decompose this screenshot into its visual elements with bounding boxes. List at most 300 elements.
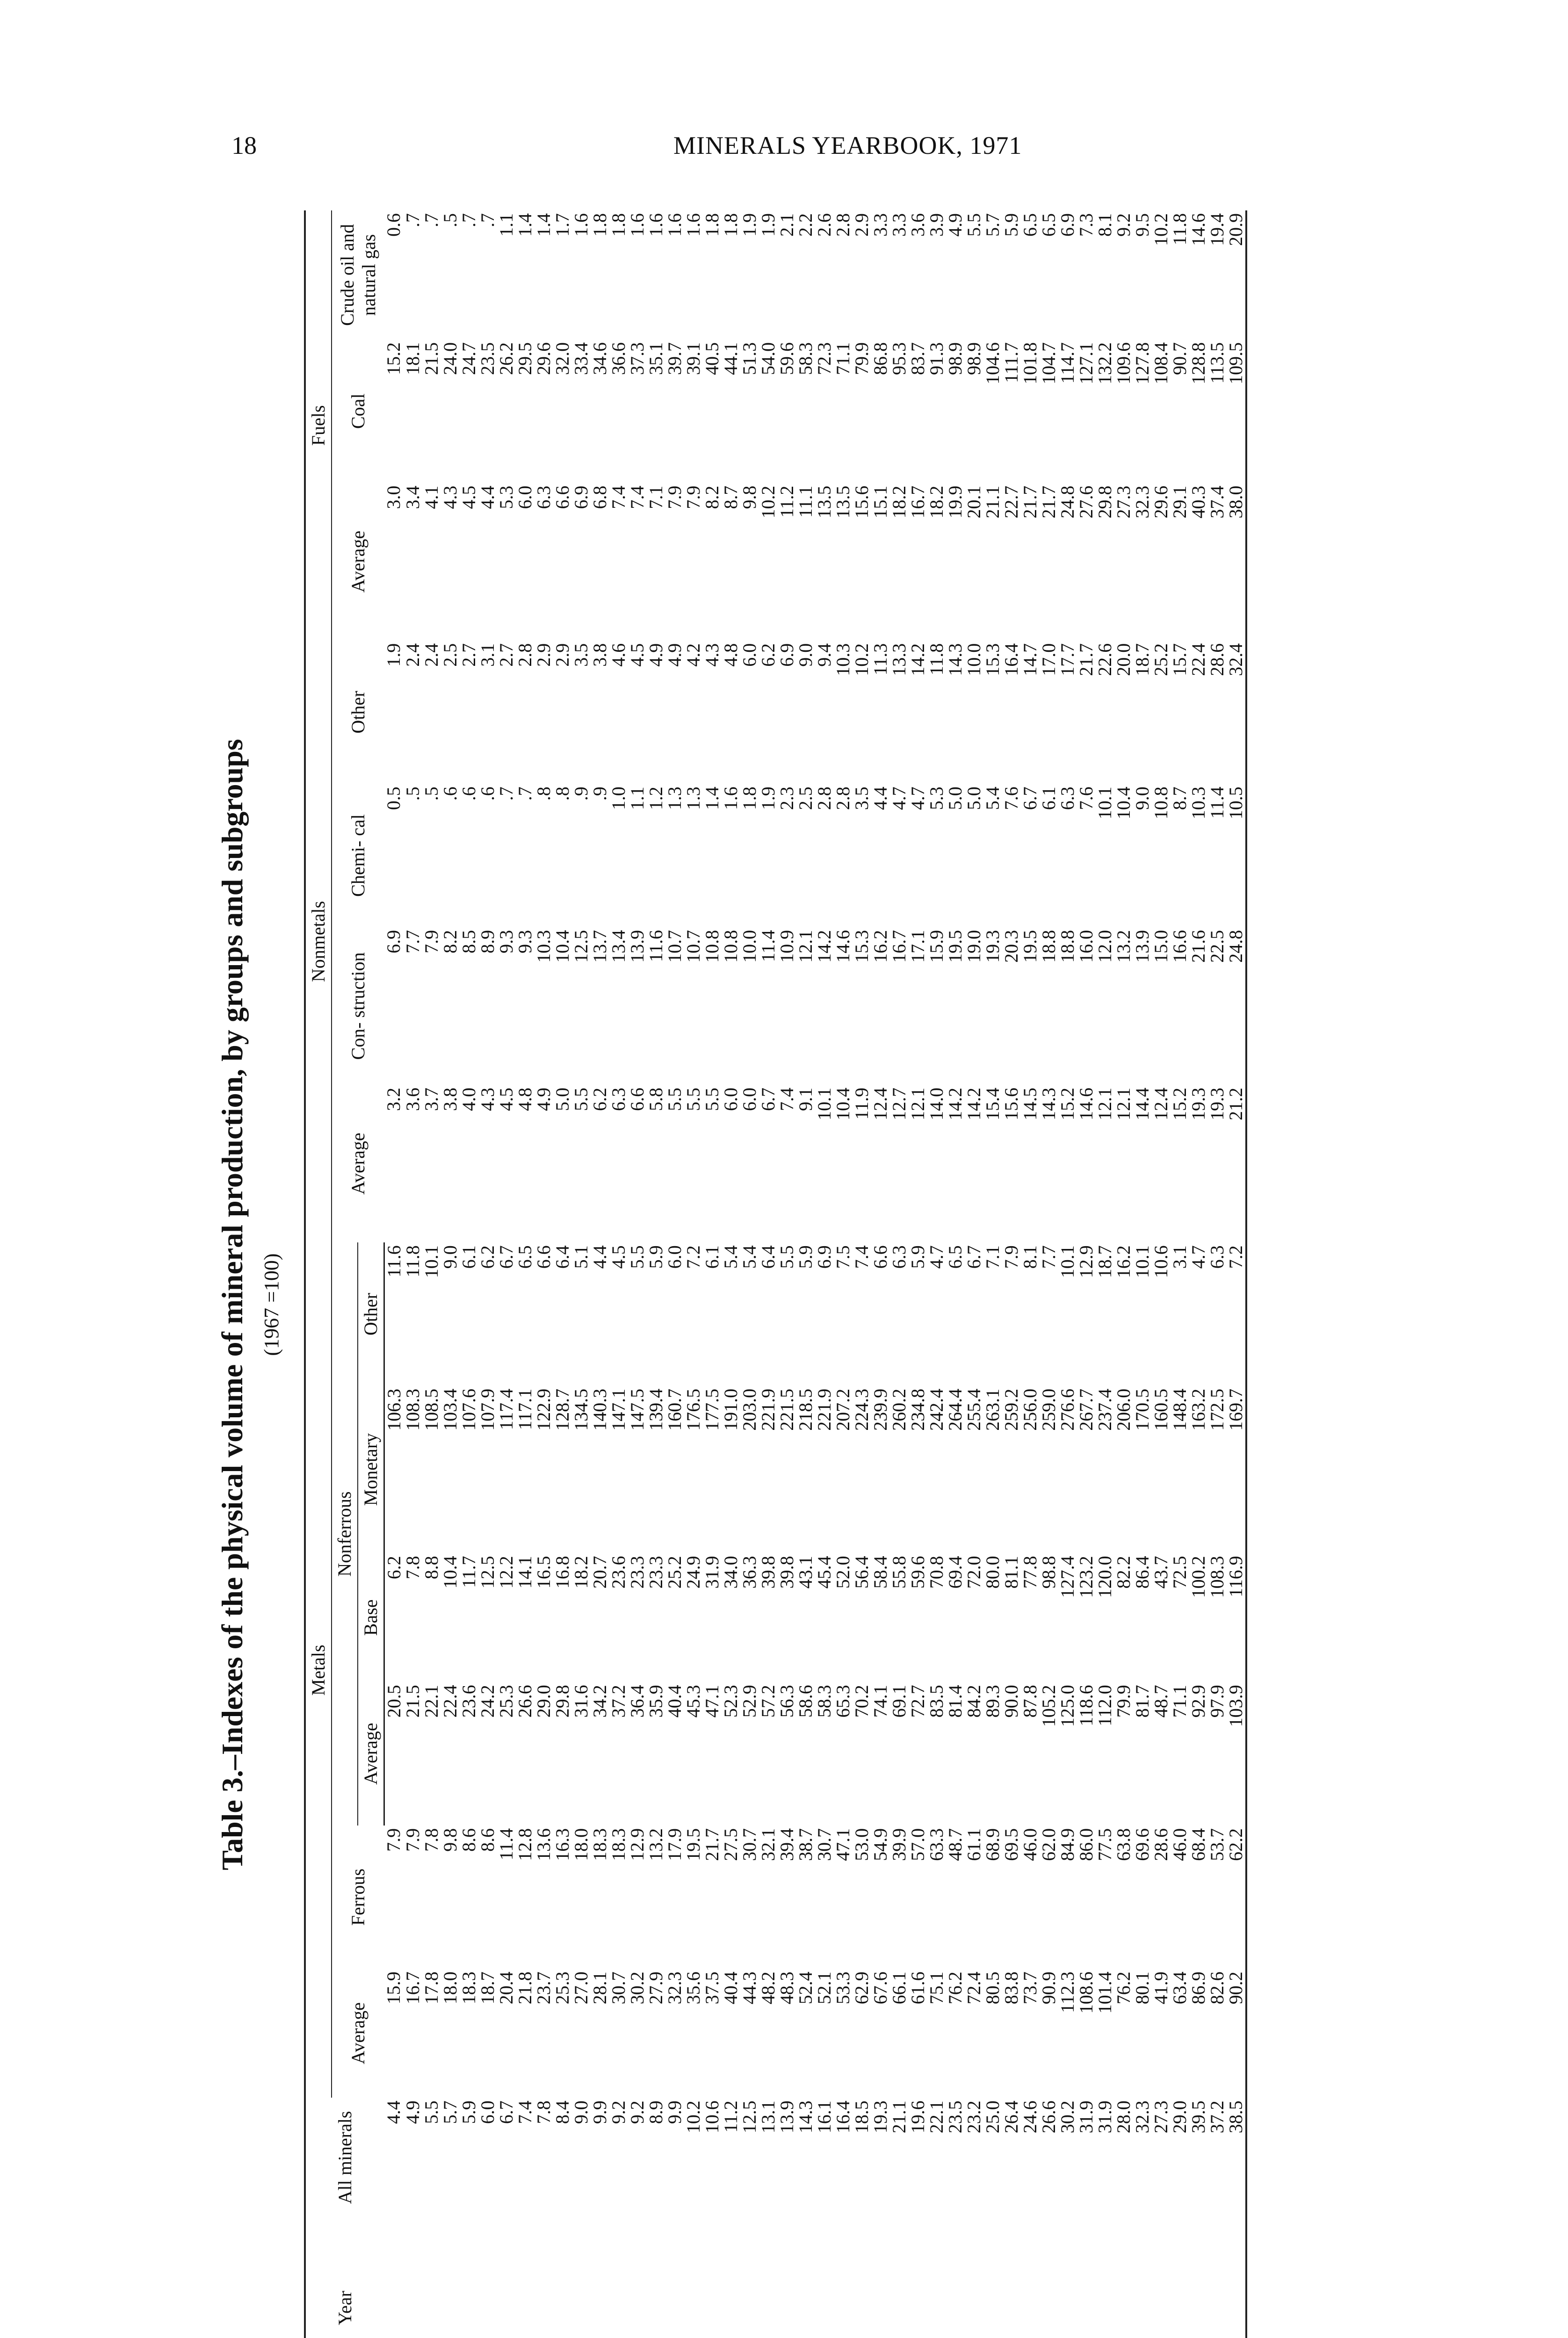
table-body [384, 210, 1247, 2338]
value-cell: 117.1 [514, 1388, 535, 1430]
year-cell [1021, 2217, 1040, 2338]
year-cell [983, 2217, 1002, 2338]
value-cell: 37.4 [1207, 485, 1228, 519]
value-cell: 12.2 [496, 1556, 517, 1589]
value-cell: 36.4 [627, 1685, 648, 1718]
value-cell: 3.6 [907, 213, 928, 237]
value-cell: 15.4 [982, 1088, 1003, 1121]
table-row [1114, 210, 1133, 2338]
value-cell: 6.7 [496, 1245, 517, 1269]
value-cell: 6.3 [533, 485, 554, 509]
value-cell: 30.7 [608, 1971, 629, 2005]
value-cell: 17.9 [664, 1828, 685, 1861]
value-cell: 16.4 [1001, 643, 1022, 676]
value-cell: 54.0 [758, 342, 779, 375]
value-cell: 81.7 [1132, 1685, 1153, 1718]
value-cell: 239.9 [870, 1388, 891, 1431]
value-cell: 116.9 [1227, 1553, 1246, 1682]
value-cell: 10.4 [552, 930, 573, 963]
value-cell: 31.6 [571, 1685, 592, 1718]
table-row [572, 210, 591, 2338]
value-cell: 120.0 [1094, 1556, 1115, 1598]
value-cell: 36.6 [608, 342, 629, 375]
value-cell: 62.0 [1038, 1828, 1059, 1861]
col-nonferrous-average: Average [358, 1682, 384, 1826]
value-cell: 8.7 [720, 485, 741, 509]
value-cell: 6.0 [739, 1088, 760, 1111]
value-cell: 16.1 [814, 2100, 835, 2134]
value-cell: 2.9 [552, 643, 573, 667]
value-cell: 1.9 [383, 643, 405, 667]
value-cell: 11.9 [851, 1088, 872, 1120]
table-row [1152, 210, 1171, 2338]
value-cell: 4.4 [383, 2100, 405, 2124]
value-cell: 17.0 [1038, 643, 1059, 676]
year-cell [628, 2217, 647, 2338]
value-cell: 43.7 [1150, 1556, 1171, 1589]
value-cell: 19.5 [1019, 930, 1041, 963]
value-cell: 6.2 [383, 1556, 405, 1580]
year-cell [1227, 2217, 1246, 2338]
value-cell: 4.9 [533, 1088, 554, 1111]
value-cell: 118.6 [1076, 1685, 1097, 1726]
value-cell: 18.1 [402, 342, 423, 375]
value-cell: 14.5 [1019, 1088, 1041, 1121]
value-cell: 4.8 [720, 643, 741, 667]
value-cell: 8.1 [1094, 213, 1115, 237]
value-cell: 23.5 [945, 2100, 966, 2134]
value-cell: 2.8 [832, 787, 853, 810]
value-cell: 26.4 [1001, 2100, 1022, 2134]
value-cell: 47.1 [701, 1685, 723, 1718]
value-cell: 10.7 [683, 930, 704, 963]
value-cell: 3.1 [1169, 1245, 1190, 1269]
value-cell: 48.3 [776, 1971, 797, 2005]
value-cell: 10.8 [1150, 787, 1171, 820]
value-cell: 79.9 [851, 342, 872, 375]
value-cell: .7 [402, 213, 423, 227]
value-cell: 109.6 [1113, 342, 1134, 385]
value-cell: 2.5 [795, 787, 816, 810]
value-cell: 4.5 [627, 643, 648, 667]
value-cell: 3.1 [477, 643, 498, 667]
value-cell: 5.0 [963, 787, 984, 810]
value-cell: 98.8 [1038, 1556, 1059, 1589]
value-cell: 31.9 [1076, 2100, 1097, 2134]
value-cell: 82.2 [1113, 1556, 1134, 1589]
value-cell: 6.9 [1057, 213, 1078, 237]
value-cell: 74.1 [870, 1685, 891, 1718]
value-cell: 7.9 [402, 1828, 423, 1852]
value-cell: 18.0 [571, 1828, 592, 1861]
value-cell: 128.8 [1188, 342, 1209, 385]
value-cell: 9.2 [608, 2100, 629, 2124]
value-cell: 19.3 [982, 930, 1003, 963]
value-cell: 20.4 [496, 1971, 517, 2005]
value-cell: 1.6 [645, 213, 666, 237]
value-cell: 6.9 [814, 1245, 835, 1269]
value-cell: 30.2 [1057, 2100, 1078, 2134]
value-cell: 2.8 [832, 213, 853, 237]
value-cell: 52.3 [720, 1685, 741, 1718]
value-cell: 267.7 [1076, 1388, 1097, 1431]
value-cell: 276.6 [1057, 1388, 1078, 1431]
value-cell: 108.5 [421, 1388, 442, 1431]
col-year: Year [305, 2217, 384, 2338]
value-cell: 24.8 [1057, 485, 1078, 519]
table-row [384, 210, 404, 2338]
value-cell: 2.6 [814, 213, 835, 237]
value-cell: 11.8 [926, 643, 947, 676]
value-cell: 6.0 [664, 1245, 685, 1269]
value-cell: 72.3 [814, 342, 835, 375]
value-cell: 5.0 [552, 1088, 573, 1111]
value-cell: .5 [440, 213, 461, 227]
value-cell: 86.9 [1188, 1971, 1209, 2005]
value-cell: 12.4 [870, 1088, 891, 1121]
value-cell: 1.6 [720, 787, 741, 810]
year-cell [684, 2217, 703, 2338]
value-cell: 69.6 [1132, 1828, 1153, 1861]
value-cell: 132.2 [1094, 342, 1115, 385]
value-cell: 10.1 [814, 1088, 835, 1121]
value-cell: 163.2 [1188, 1388, 1209, 1431]
value-cell: 58.4 [870, 1556, 891, 1589]
value-cell: 1.1 [496, 213, 517, 237]
value-cell: 127.8 [1132, 342, 1153, 385]
value-cell: 13.5 [832, 485, 853, 519]
value-cell: 6.2 [758, 643, 779, 667]
value-cell: 4.7 [889, 787, 910, 810]
value-cell: 7.9 [421, 930, 442, 953]
value-cell: 39.9 [889, 1828, 910, 1861]
value-cell: 172.5 [1207, 1388, 1228, 1431]
table-row [909, 210, 927, 2338]
value-cell: 4.4 [870, 787, 891, 810]
value-cell: 7.4 [608, 485, 629, 509]
value-cell: 5.5 [627, 1245, 648, 1269]
year-cell [497, 2217, 516, 2338]
value-cell: 15.1 [870, 485, 891, 519]
value-cell: 224.3 [851, 1388, 872, 1431]
value-cell: 14.3 [945, 643, 966, 676]
value-cell: 84.2 [963, 1685, 984, 1718]
value-cell: 13.1 [758, 2100, 779, 2134]
value-cell: 28.6 [1207, 643, 1228, 676]
value-cell: 7.6 [1001, 787, 1022, 810]
value-cell: 21.7 [1038, 485, 1059, 519]
value-cell: 16.7 [402, 1971, 423, 2005]
value-cell: 6.9 [776, 643, 797, 667]
year-cell [553, 2217, 572, 2338]
value-cell: 92.9 [1188, 1685, 1209, 1718]
value-cell: 29.0 [1169, 2100, 1190, 2134]
value-cell: 7.8 [402, 1556, 423, 1580]
value-cell: 18.7 [1132, 643, 1153, 676]
value-cell: 28.0 [1113, 2100, 1134, 2134]
value-cell: 69.5 [1001, 1828, 1022, 1861]
value-cell: .8 [552, 787, 573, 801]
value-cell: 27.6 [1076, 485, 1097, 519]
value-cell: 4.4 [589, 1245, 610, 1269]
value-cell: 5.7 [440, 2100, 461, 2124]
value-cell: 5.3 [926, 787, 947, 810]
value-cell: 1.3 [683, 787, 704, 810]
value-cell: 10.4 [440, 1556, 461, 1589]
table-row [422, 210, 441, 2338]
value-cell: 13.2 [645, 1828, 666, 1861]
value-cell: 5.8 [645, 1088, 666, 1111]
year-cell [909, 2217, 927, 2338]
value-cell: 54.9 [870, 1828, 891, 1861]
year-cell [516, 2217, 535, 2338]
value-cell: 4.7 [926, 1245, 947, 1269]
table-row [703, 210, 722, 2338]
value-cell: 20.9 [1227, 210, 1246, 339]
value-cell: 4.8 [514, 1088, 535, 1111]
value-cell: 2.2 [795, 213, 816, 237]
value-cell: 56.3 [776, 1685, 797, 1718]
value-cell: 61.6 [907, 1971, 928, 2005]
value-cell: 15.3 [982, 643, 1003, 676]
value-cell: 57.0 [907, 1828, 928, 1861]
year-cell [834, 2217, 853, 2338]
value-cell: 11.2 [776, 485, 797, 518]
value-cell: 7.7 [402, 930, 423, 953]
value-cell: 56.4 [851, 1556, 872, 1589]
year-cell [1208, 2217, 1227, 2338]
value-cell: 32.0 [552, 342, 573, 375]
value-cell: 65.3 [832, 1685, 853, 1718]
value-cell: .7 [496, 787, 517, 801]
value-cell: 63.4 [1169, 1971, 1190, 2005]
value-cell: 25.2 [1150, 643, 1171, 676]
value-cell: 45.4 [814, 1556, 835, 1589]
value-cell: 6.8 [589, 485, 610, 509]
value-cell: 18.0 [440, 1971, 461, 2005]
value-cell: 26.6 [514, 1685, 535, 1718]
value-cell: 5.5 [664, 1088, 685, 1111]
table-row [609, 210, 628, 2338]
value-cell: 23.6 [458, 1685, 479, 1718]
col-base: Base [358, 1553, 384, 1682]
value-cell: 44.1 [720, 342, 741, 375]
value-cell: 11.1 [795, 485, 816, 518]
value-cell: 259.2 [1001, 1388, 1022, 1431]
value-cell: 40.4 [664, 1685, 685, 1718]
value-cell: 221.9 [814, 1388, 835, 1431]
table-row [796, 210, 815, 2338]
value-cell: 14.2 [963, 1088, 984, 1121]
col-construction: Con- struction [347, 952, 369, 1060]
value-cell: 39.7 [664, 342, 685, 375]
value-cell: 34.6 [589, 342, 610, 375]
value-cell: 72.5 [1169, 1556, 1190, 1589]
value-cell: 86.0 [1076, 1828, 1097, 1861]
year-cell [1114, 2217, 1133, 2338]
value-cell: 9.8 [440, 1828, 461, 1852]
value-cell: 32.3 [1132, 485, 1153, 519]
value-cell: 14.7 [1019, 643, 1041, 676]
table-title: Table 3.–Indexes of the physical volume of mineral production, by groups and subgroups [216, 739, 249, 1870]
table-row [1189, 210, 1208, 2338]
value-cell: 11.4 [496, 1828, 517, 1861]
value-cell: 8.2 [701, 485, 723, 509]
data-table [304, 210, 1247, 2338]
value-cell: 19.3 [1207, 1088, 1228, 1121]
value-cell: 21.5 [402, 1685, 423, 1718]
col-nonmetals-other: Other [347, 691, 369, 734]
value-cell: 14.1 [514, 1556, 535, 1589]
value-cell: 4.9 [402, 2100, 423, 2124]
value-cell: 24.8 [1227, 927, 1246, 1085]
value-cell: 20.7 [589, 1556, 610, 1589]
value-cell: .7 [421, 213, 442, 227]
table-row [1208, 210, 1227, 2338]
value-cell: 6.7 [963, 1245, 984, 1269]
value-cell: 36.3 [739, 1556, 760, 1589]
table-row [1002, 210, 1021, 2338]
value-cell: 140.3 [589, 1388, 610, 1431]
value-cell: .6 [477, 787, 498, 801]
year-cell [703, 2217, 722, 2338]
value-cell: 6.5 [1038, 213, 1059, 237]
year-cell [665, 2217, 684, 2338]
value-cell: 6.0 [514, 485, 535, 509]
value-cell: 21.6 [1188, 930, 1209, 963]
value-cell: 14.6 [1076, 1088, 1097, 1121]
value-cell: 109.5 [1227, 339, 1246, 483]
value-cell: 6.5 [1019, 213, 1041, 237]
value-cell: 29.1 [1169, 485, 1190, 519]
value-cell: 20.0 [1113, 643, 1134, 676]
value-cell: 5.5 [963, 213, 984, 237]
col-metals-average: Average [347, 2002, 369, 2064]
value-cell: 16.7 [889, 930, 910, 963]
value-cell: 59.6 [907, 1556, 928, 1589]
value-cell: 6.6 [627, 1088, 648, 1111]
value-cell: 104.6 [982, 342, 1003, 385]
value-cell: 5.5 [571, 1088, 592, 1111]
table-row [478, 210, 497, 2338]
value-cell: 7.1 [982, 1245, 1003, 1269]
value-cell: 10.1 [1094, 787, 1115, 820]
value-cell: 147.5 [627, 1388, 648, 1431]
value-cell: 81.4 [945, 1685, 966, 1718]
value-cell: 20.5 [383, 1685, 405, 1718]
value-cell: 47.1 [832, 1828, 853, 1861]
value-cell: 8.9 [645, 2100, 666, 2124]
value-cell: 11.6 [383, 1245, 405, 1277]
table-row [890, 210, 909, 2338]
value-cell: 1.9 [758, 787, 779, 810]
value-cell: 63.3 [926, 1828, 947, 1861]
value-cell: 37.3 [627, 342, 648, 375]
value-cell: 10.8 [701, 930, 723, 963]
table-row [647, 210, 665, 2338]
value-cell: 4.5 [458, 485, 479, 509]
value-cell: 6.1 [458, 1245, 479, 1269]
value-cell: 1.9 [739, 213, 760, 237]
value-cell: 8.6 [477, 1828, 498, 1852]
value-cell: 20.3 [1001, 930, 1022, 963]
value-cell: 4.7 [1188, 1245, 1209, 1269]
value-cell: 68.4 [1188, 1828, 1209, 1861]
value-cell: 256.0 [1019, 1388, 1041, 1431]
value-cell: 29.0 [533, 1685, 554, 1718]
value-cell: 52.9 [739, 1685, 760, 1718]
value-cell: 19.5 [945, 930, 966, 963]
value-cell: 32.4 [1227, 641, 1246, 784]
value-cell: 39.4 [776, 1828, 797, 1861]
value-cell: 4.4 [477, 485, 498, 509]
year-cell [853, 2217, 871, 2338]
value-cell: 31.9 [1094, 2100, 1115, 2134]
value-cell: 14.6 [832, 930, 853, 963]
value-cell: 103.4 [440, 1388, 461, 1431]
year-cell [1002, 2217, 1021, 2338]
value-cell: 108.6 [1076, 1971, 1097, 2014]
value-cell: 89.3 [982, 1685, 1003, 1718]
value-cell: 3.7 [421, 1088, 442, 1111]
value-cell: 1.8 [720, 213, 741, 237]
value-cell: 12.1 [795, 930, 816, 963]
value-cell: 90.0 [1001, 1685, 1022, 1718]
value-cell: 18.3 [458, 1971, 479, 2005]
value-cell: .7 [477, 213, 498, 227]
value-cell: 53.3 [832, 1971, 853, 2005]
table-subtitle: (1967 =100) [260, 1253, 283, 1356]
year-cell [740, 2217, 759, 2338]
value-cell: 1.6 [571, 213, 592, 237]
value-cell: 6.5 [945, 1245, 966, 1269]
year-cell [815, 2217, 834, 2338]
value-cell: 7.3 [1076, 213, 1097, 237]
value-cell: 29.6 [1150, 485, 1171, 519]
value-cell: 15.0 [1150, 930, 1171, 963]
value-cell: 11.4 [1207, 787, 1228, 819]
value-cell: 11.3 [870, 643, 891, 676]
value-cell: 25.0 [982, 2100, 1003, 2134]
value-cell: 5.9 [645, 1245, 666, 1269]
value-cell: 52.4 [795, 1971, 816, 2005]
value-cell: 98.9 [945, 342, 966, 375]
year-cell [1096, 2217, 1114, 2338]
group-nonferrous: Nonferrous [332, 1242, 358, 1826]
value-cell: 25.3 [552, 1971, 573, 2005]
table-row [535, 210, 553, 2338]
value-cell: 2.7 [458, 643, 479, 667]
value-cell: 5.4 [982, 787, 1003, 810]
value-cell: 147.1 [608, 1388, 629, 1431]
value-cell: 22.4 [440, 1685, 461, 1718]
value-cell: 51.3 [739, 342, 760, 375]
value-cell: 6.7 [1019, 787, 1041, 810]
value-cell: 15.2 [383, 342, 405, 375]
value-cell: 72.4 [963, 1971, 984, 2005]
value-cell: 259.0 [1038, 1388, 1059, 1431]
value-cell: 13.7 [589, 930, 610, 963]
value-cell: 21.7 [1076, 643, 1097, 676]
value-cell: 19.4 [1207, 213, 1228, 246]
value-cell: 170.5 [1132, 1388, 1153, 1431]
value-cell: 9.4 [814, 643, 835, 667]
value-cell: 100.2 [1188, 1556, 1209, 1598]
year-cell [796, 2217, 815, 2338]
value-cell: 25.3 [496, 1685, 517, 1718]
value-cell: 12.1 [1113, 1088, 1134, 1121]
table-row [441, 210, 460, 2338]
